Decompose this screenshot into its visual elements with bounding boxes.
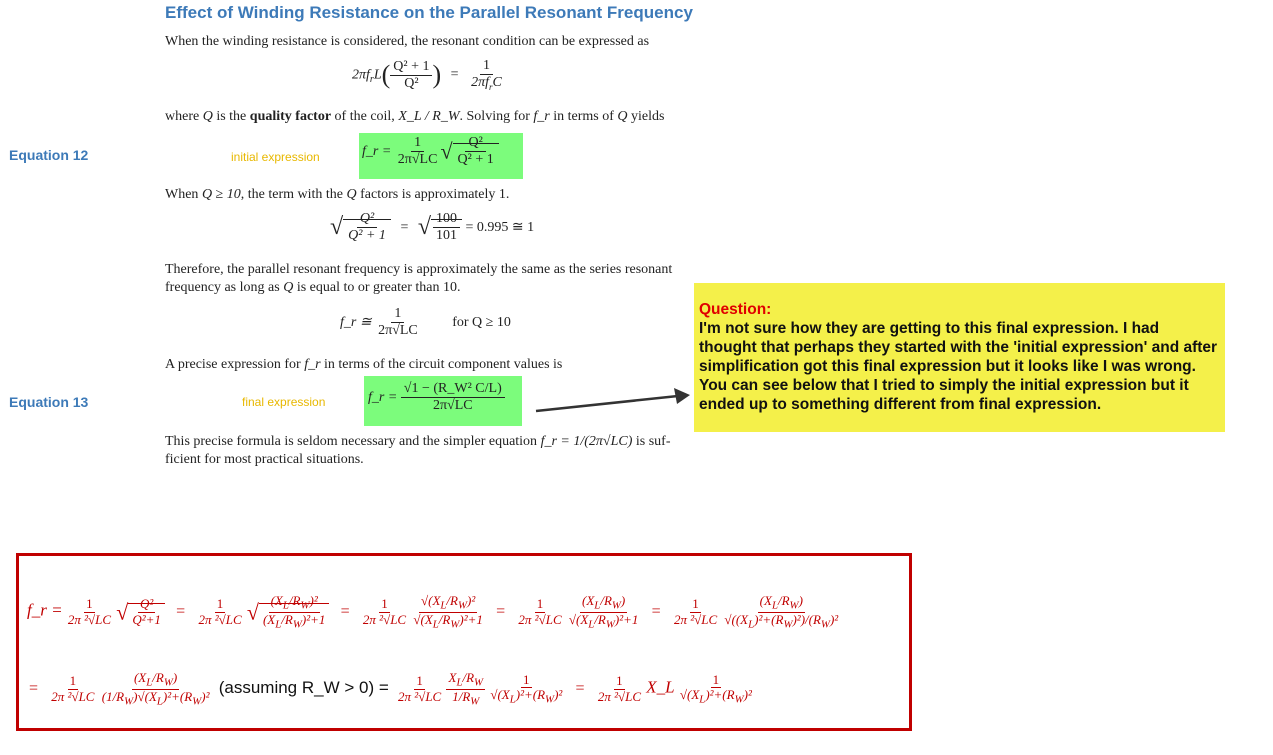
derivation-row-2: = $\frac{1}{\text{2π ²√LC}}$ $\frac{(X_L/R_W)}{(1/R_W)√(X_L)^2+(R_W)^2}$ (assuming R_W > 0) = $\frac{1}{\text{2π ²√LC}}$ $\frac{X_L/R_W}{1/R_W}$ $\frac{1}{√(X_L)^2+(R_W)^2}$ = $\frac{1}{\text{2π ²√LC}}$ X_L $\frac{1}{√(X_L)^2+(R_W)^2}$ [29,670,752,708]
precise-text: A precise expression for f_r in terms of the circuit component values is [165,357,563,372]
question-body: I'm not sure how they are getting to this final expression. I had thought that perhaps they started with the 'initial expression' and after simplification got this final expression but it looks like I was wrong. You can see below that I tried to simply the initial expression but it ended up to something different from final expression. [699,320,1218,413]
equation-13-label: Equation 13 [9,394,89,410]
approximation-equation: √ $\frac{\text{Q²}}{\text{Q² + 1}}$ = √ $\frac{100}{101}$ = 0.995 ≅ 1 [330,211,535,244]
derivation-row-1: f_r = $\frac{1}{\text{2π ²√LC}}$ √ $\frac{\text{Q²}}{\text{Q²+1}}$ = $\frac{1}{\text{2π ²√LC}}$ √ $\frac{(X_L/R_W)^2}{(X_L/R_W)^2+1}$ = $\frac{1}{\text{2π ²√LC}}$ $\frac{√(X_L/R_W)^2}{√(X_L/R_W)^2+1}$ = $\frac{1}{\text{2π ²√LC}}$ $\frac{(X_L/R_W)}{√(X_L/R_W)^2+1}$ = $\frac{1}{\text{2π ²√LC}}$ $\frac{(X_L/R_W)}{√((X_L)^2+(R_W)^2)/(R_W)^2}$ [27,593,839,631]
closing-line-2: ficient for most practical situations. [165,452,364,467]
q-condition-text: When Q ≥ 10, the term with the Q factors is approximately 1. [165,187,510,202]
equation-12-label: Equation 12 [9,147,89,163]
question-note [694,283,1225,432]
therefore-line-1: Therefore, the parallel resonant frequency is approximately the same as the series resonant [165,262,673,277]
section-title: Effect of Winding Resistance on the Parallel Resonant Frequency [165,3,693,22]
intro-text: When the winding resistance is considered, the resonant condition can be expressed as [165,34,650,49]
arrow-to-question [530,385,695,415]
where-text: where Q is the quality factor of the coil, X_L / R_W. Solving for f_r in terms of Q yields [165,109,665,124]
equation-12: f_r = $\frac{1}{2\pi√LC}$ √ $\frac{\text{Q²}}{\text{Q² + 1}}$ [362,135,499,168]
fr-approx-equation: f_r ≅ $\frac{1}{2\pi√LC}$ for Q ≥ 10 [340,306,511,339]
derivation-box [16,553,912,731]
question-label: Question: [699,301,772,318]
therefore-line-2: frequency as long as Q is equal to or greater than 10. [165,280,461,295]
final-expression-note: final expression [242,395,326,409]
equation-13: f_r = $\frac{\text{√1 − (R\_W² C/L)}}{2\pi√LC}$ [368,381,505,414]
resonant-condition-equation: $2\pi f_rL$( $\frac{\text{Q² + 1}}{\text{Q²}}$ ) = $\frac{1}{2\pi f_rC}$ [352,58,502,92]
closing-line-1: This precise formula is seldom necessary and the simpler equation f_r = 1/(2π√LC) is suf- [165,434,671,449]
initial-expression-note: initial expression [231,150,320,164]
